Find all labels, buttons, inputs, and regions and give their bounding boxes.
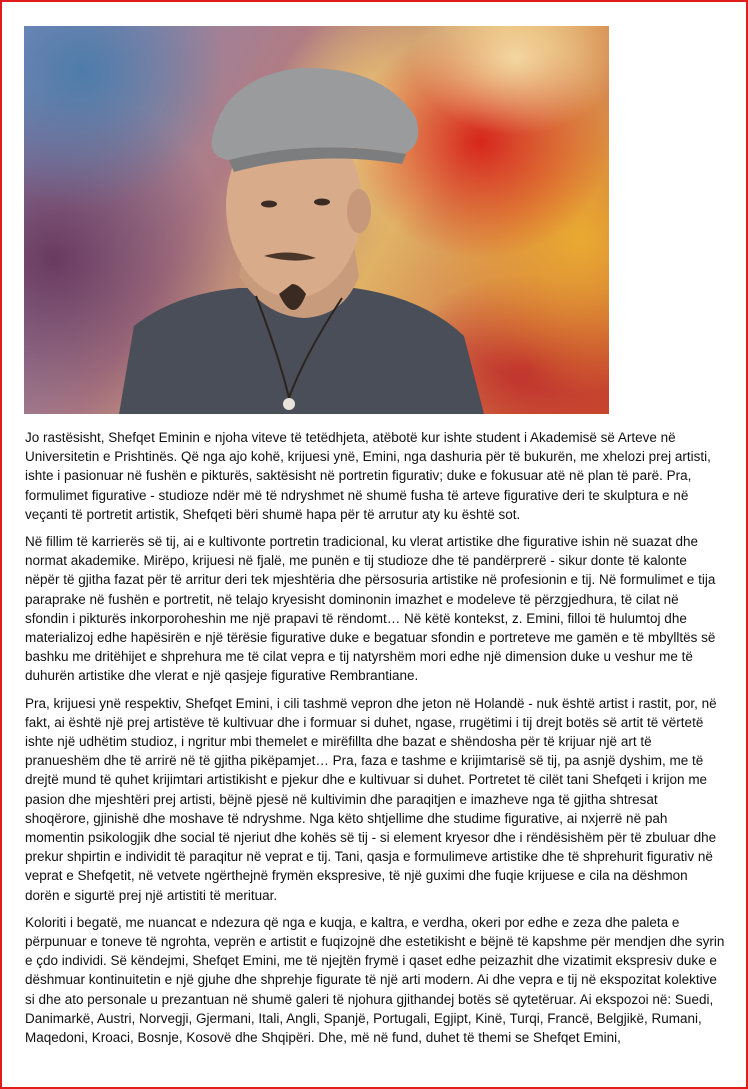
portrait-illustration [24, 26, 609, 414]
right-eye [314, 199, 330, 206]
artist-portrait-photo [24, 26, 609, 414]
paragraph-1: Jo rastësisht, Shefqet Eminin e njoha viteve të tetëdhjeta, atëbotë kur ishte student i Akademisë së Arteve në Universitetin e Prishtinës. Që nga ajo kohë, krijuesi ynë, Emini, nga dashuria për të bukurën, me xhelozi prej artisti, ishte i pasionuar në fushën e pikturës, saktësisht në portretin figurativ; duke e fokusuar atë në plan të parë. Pra, formulimet figurative - studioze ndër më të ndryshmet në shumë fusha të arteve figurative deri te skulptura e në veçanti të portretit artistik, Shefqeti bëri shumë hapa për të arrutur aty ku është sot. [25, 430, 711, 522]
paragraph-2: Në fillim të karrierës së tij, ai e kultivonte portretin tradicional, ku vlerat artistike dhe figurative ishin në suazat dhe normat akademike. Mirëpo, krijuesi në fjalë, me punën e tij studioze dhe të pandërprerë - sikur donte të kalonte nëpër të gjitha fazat për të arritur deri tek mjeshtëria dhe përsosuria artistike në profesionin e tij. Në formulimet e tija paraprake në fushën e portretit, në telajo kryesisht dominonin imazhet e modeleve të përzgjedhura, të cilat në sfondin i pikturës inkorporoheshin me një prapavi të rëndomt… Në këtë kontekst, z. Emini, filloi të hulumtoj dhe materializoj edhe hapësirën e një tërësie figurative duke e begatuar sfondin e portreteve me gamën e të mbylltës së bashku me dritëhijet e shprehura me të cilat vepra e tij natyrshëm mori edhe një dimension duke u veshur me të duhurën artistike dhe vlerat e një qasjeje figurative Rembrantiane. [25, 534, 716, 684]
cap-shape [212, 68, 419, 160]
left-eye [261, 201, 277, 208]
paragraph-3: Pra, krijuesi ynë respektiv, Shefqet Emini, i cili tashmë vepron dhe jeton në Holandë - nuk është artist i rastit, por, në fakt, ai është një prej artistëve të kultivuar dhe i formuar si duhet, ngase, rrugëtimi i tij drejt botës së artit të vërtetë ishte një udhëtim studioz, i ngritur mbi themelet e mirëfillta dhe bazat e shëndosha për të krijuar një art të pranueshëm dhe të arrirë në të gjitha pikëpamjet… Pra, faza e tashme e krijimtarisë së tij, pa asnjë dyshim, me të drejtë mund të quhet krijimtari artistikisht e pjekur dhe e kultivuar si duhet. Portretet të cilët tani Shefqeti i krijon me pasion dhe mjeshtëri prej artisti, bëjnë pjesë në kultivimin dhe paraqitjen e imazheve nga të gjitha shtresat shoqërore, gjinishë dhe moshave të ndryshme. Nga këto shtjellime dhe studime figurative, ai nxjerrë në pah momentin psikologjik dhe social të njeriut dhe kohës së tij - si element kryesor dhe i rëndësishëm për të zbuluar dhe prekur shpirtin e individit të paraqitur në veprat e tij. Tani, qasja e formulimeve artistike dhe të shprehurit figurativ në veprat e Shefqetit, në vetvete ngërthejnë frymën ekspresive, të një guximi dhe fuqie krijuese e cila na dëshmon dorën e sigurtë prej një artistiti të merituar. [25, 695, 717, 903]
ear-shape [347, 189, 371, 233]
article-text [25, 428, 725, 1055]
paragraph-4: Koloriti i begatë, me nuancat e ndezura që nga e kuqja, e kaltra, e verdha, okeri por edhe e zeza dhe paleta e përpunuar e toneve të ngrohta, veprën e artistit e fuqizojnë dhe estetikisht e bëjnë të kapshme për mendjen dhe syrin e çdo individi. Së këndejmi, Shefqet Emini, me të njejtën frymë i qaset edhe peizazhit dhe vizatimit ekspresiv duke e dëshmuar kontinuitetin e një gjuhe dhe shprehje figurate të një arti modern. Ai dhe vepra e tij në ekspozitat kolektive si dhe ato personale u prezantuan në shumë galeri të njohura gjithandej botës së qytetëruar. Ai ekspozoi në: Suedi, Danimarkë, Austri, Norvegji, Gjermani, Itali, Angli, Spanjë, Portugali, Egjipt, Kinë, Turqi, Francë, Belgjikë, Rumani, Maqedoni, Kroaci, Bosnje, Kosovë dhe Shqipëri. Dhe, më në fund, duhet të themi se Shefqet Emini, [25, 914, 725, 1046]
necklace-pendant [283, 398, 295, 410]
